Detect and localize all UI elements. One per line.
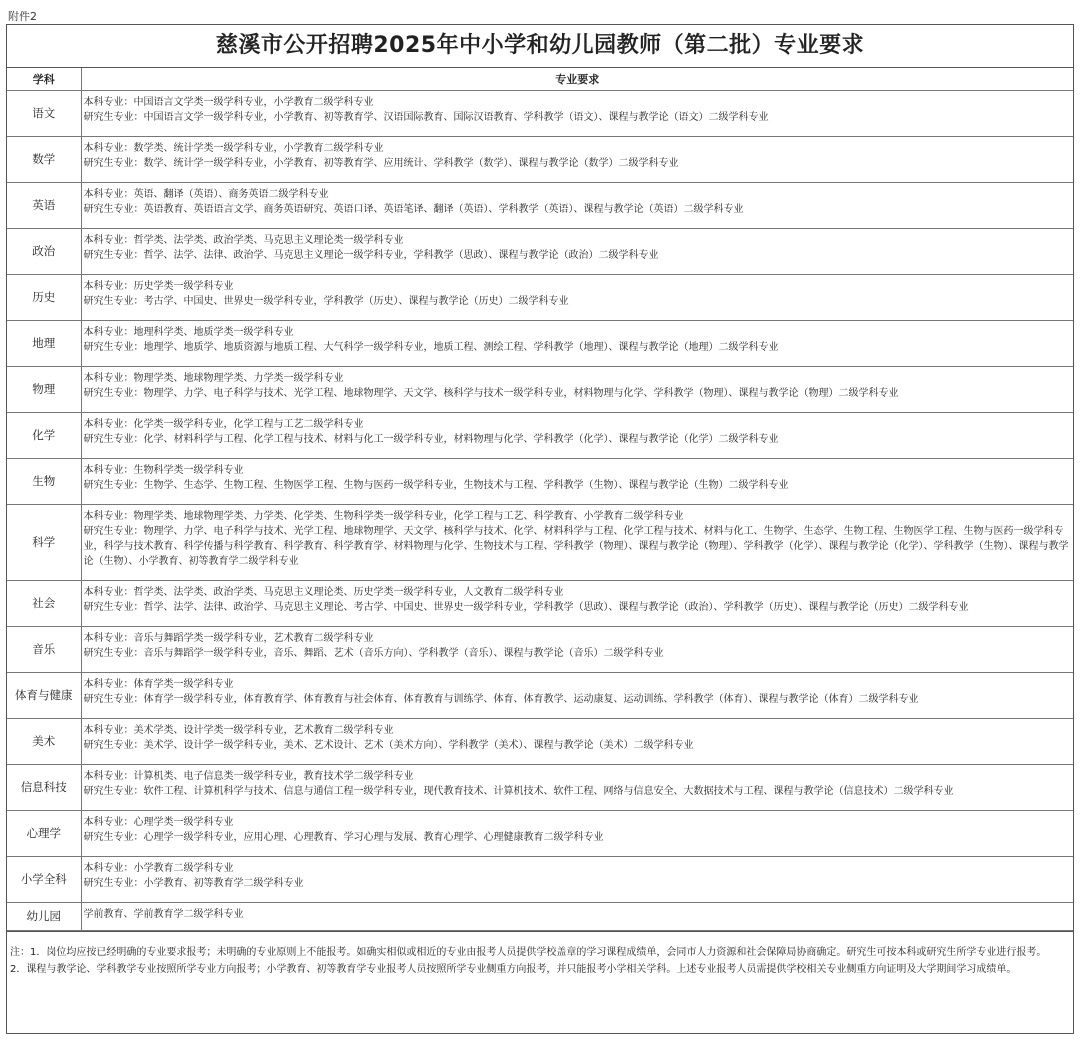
requirement-line: 本科专业：生物科学类一级学科专业: [83, 464, 244, 476]
requirement-cell: [81, 136, 1073, 182]
requirement-line: 本科专业：音乐与舞蹈学类一级学科专业，艺术教育二级学科专业: [83, 632, 374, 644]
subject-cell: 英语: [7, 182, 81, 228]
requirement-cell: [81, 718, 1073, 764]
requirement-line: 本科专业：物理学类、地球物理学类、力学类、化学类、生物科学类一级学科专业，化学工程与工艺、科学教育、小学教育二级学科专业: [83, 510, 684, 522]
table-row: [7, 90, 1073, 136]
requirement-line: 本科专业：物理学类、地球物理学类、力学类一级学科专业: [83, 372, 344, 384]
requirement-cell: [81, 626, 1073, 672]
requirement-line: 学前教育、学前教育学二级学科专业: [83, 908, 244, 920]
requirement-line: 研究生专业：地理学、地质学、地质资源与地质工程、大气科学一级学科专业，地质工程、测绘工程、学科教学（地理）、课程与教学论（地理）二级学科专业: [83, 341, 779, 353]
requirements-table: [7, 68, 1073, 931]
requirement-line: 研究生专业：小学教育、初等教育学二级学科专业: [83, 877, 304, 889]
requirement-cell: [81, 764, 1073, 810]
requirement-cell: [81, 810, 1073, 856]
requirement-line: 本科专业：美术学类、设计学类一级学科专业，艺术教育二级学科专业: [83, 724, 394, 736]
requirement-line: 本科专业：化学类一级学科专业，化学工程与工艺二级学科专业: [83, 418, 364, 430]
requirement-line: 研究生专业：生物学、生态学、生物工程、生物医学工程、生物与医药一级学科专业，生物技术与工程、学科教学（生物）、课程与教学论（生物）二级学科专业: [83, 479, 789, 491]
requirement-line: 本科专业：历史学类一级学科专业: [83, 280, 234, 292]
subject-cell: 物理: [7, 366, 81, 412]
requirement-line: 本科专业：地理科学类、地质学类一级学科专业: [83, 326, 294, 338]
table-row: [7, 580, 1073, 626]
requirement-line: 本科专业：小学教育二级学科专业: [83, 862, 234, 874]
table-row: [7, 412, 1073, 458]
requirement-line: 本科专业：中国语言文学类一级学科专业，小学教育二级学科专业: [83, 96, 374, 108]
subject-cell: 地理: [7, 320, 81, 366]
table-header-row: [7, 68, 1073, 90]
requirement-line: 研究生专业：中国语言文学一级学科专业，小学教育、初等教育学、汉语国际教育、国际汉语教育、学科教学（语文）、课程与教学论（语文）二级学科专业: [83, 111, 769, 123]
requirement-line: 研究生专业：英语教育、英语语言文学、商务英语研究、英语口译、英语笔译、翻译（英语）、学科教学（英语）、课程与教学论（英语）二级学科专业: [83, 203, 744, 215]
requirement-line: 研究生专业：化学、材料科学与工程、化学工程与技术、材料与化工一级学科专业，材料物理与化学、学科教学（化学）、课程与教学论（化学）二级学科专业: [83, 433, 779, 445]
table-row: [7, 856, 1073, 902]
subject-cell: 生物: [7, 458, 81, 504]
requirement-line: 研究生专业：哲学、法学、法律、政治学、马克思主义理论、考古学、中国史、世界史一级学科专业，学科教学（思政）、课程与教学论（政治）、学科教学（历史）、课程与教学论（历史）二级学科专业: [83, 601, 969, 613]
subject-cell: 科学: [7, 504, 81, 580]
table-row: [7, 902, 1073, 930]
subject-cell: 社会: [7, 580, 81, 626]
subject-column-header: 学科: [7, 68, 81, 90]
requirement-line: 研究生专业：物理学、力学、电子科学与技术、光学工程、地球物理学、天文学、核科学与技术、化学、材料科学与工程、化学工程与技术、材料与化工、生物学、生态学、生物工程、生物医学工程、生物与医药一级学科专业，科学与技术教育、科学传播与科学教育、科学教育、科学教育学、材料物理与化学、生物技术与工程、学科教学（物理）、课程与教学论（物理）、学科教学（化学）、课程与教学论（化学）、学科教学（生物）、课程与教学论（生物）、小学教育、初等教育学二级学科专业: [83, 525, 1069, 568]
requirement-cell: [81, 458, 1073, 504]
attachment-label: 附件2: [8, 10, 37, 23]
requirement-cell: [81, 902, 1073, 930]
page-title: 慈溪市公开招聘2025年中小学和幼儿园教师（第二批）专业要求: [7, 25, 1073, 68]
table-row: [7, 228, 1073, 274]
table-row: [7, 672, 1073, 718]
requirement-line: 本科专业：体育学类一级学科专业: [83, 678, 234, 690]
table-row: [7, 626, 1073, 672]
requirement-line: 本科专业：数学类、统计学类一级学科专业，小学教育二级学科专业: [83, 142, 384, 154]
subject-cell: 小学全科: [7, 856, 81, 902]
table-row: [7, 504, 1073, 580]
requirement-column-header: 专业要求: [81, 68, 1073, 90]
requirement-cell: [81, 90, 1073, 136]
subject-cell: 音乐: [7, 626, 81, 672]
requirement-cell: [81, 274, 1073, 320]
requirement-line: 研究生专业：考古学、中国史、世界史一级学科专业，学科教学（历史）、课程与教学论（历史）二级学科专业: [83, 295, 569, 307]
requirement-cell: [81, 856, 1073, 902]
note-1: 注：1．岗位均应按已经明确的专业要求报考；未明确的专业原则上不能报考。如确实相似或相近的专业由报考人员提供学校盖章的学习课程成绩单，会同市人力资源和社会保障局协商确定。研究生可按本科或研究生所学专业进行报考。: [10, 946, 1047, 958]
requirement-cell: [81, 366, 1073, 412]
subject-cell: 政治: [7, 228, 81, 274]
requirement-line: 研究生专业：心理学一级学科专业，应用心理、心理教育、学习心理与发展、教育心理学、心理健康教育二级学科专业: [83, 831, 604, 843]
subject-cell: 信息科技: [7, 764, 81, 810]
subject-cell: 化学: [7, 412, 81, 458]
requirement-cell: [81, 182, 1073, 228]
requirement-line: 研究生专业：体育学一级学科专业，体育教育学、体育教育与社会体育、体育教育与训练学、体育、体育教学、运动康复、运动训练、学科教学（体育）、课程与教学论（体育）二级学科专业: [83, 693, 919, 705]
requirement-cell: [81, 672, 1073, 718]
subject-cell: 幼儿园: [7, 902, 81, 930]
subject-cell: 数学: [7, 136, 81, 182]
table-row: [7, 274, 1073, 320]
table-row: [7, 182, 1073, 228]
requirement-line: 本科专业：哲学类、法学类、政治学类、马克思主义理论类、历史学类一级学科专业，人文教育二级学科专业: [83, 586, 564, 598]
table-row: [7, 366, 1073, 412]
requirement-line: 研究生专业：数学、统计学一级学科专业，小学教育、初等教育学、应用统计、学科教学（数学）、课程与教学论（数学）二级学科专业: [83, 157, 679, 169]
table-row: [7, 810, 1073, 856]
table-row: [7, 136, 1073, 182]
requirements-sheet: [6, 24, 1074, 1034]
requirement-line: 本科专业：英语、翻译（英语）、商务英语二级学科专业: [83, 188, 329, 200]
requirement-cell: [81, 320, 1073, 366]
requirement-line: 本科专业：哲学类、法学类、政治学类、马克思主义理论类一级学科专业: [83, 234, 404, 246]
requirement-cell: [81, 580, 1073, 626]
requirement-cell: [81, 412, 1073, 458]
requirement-cell: [81, 228, 1073, 274]
table-row: [7, 764, 1073, 810]
subject-cell: 历史: [7, 274, 81, 320]
subject-cell: 心理学: [7, 810, 81, 856]
requirement-line: 研究生专业：软件工程、计算机科学与技术、信息与通信工程一级学科专业，现代教育技术、计算机技术、软件工程、网络与信息安全、大数据技术与工程、课程与教学论（信息技术）二级学科专业: [83, 785, 954, 797]
requirement-line: 本科专业：计算机类、电子信息类一级学科专业，教育技术学二级学科专业: [83, 770, 414, 782]
requirement-line: 研究生专业：物理学、力学、电子科学与技术、光学工程、地球物理学、天文学、核科学与技术一级学科专业，材料物理与化学、学科教学（物理）、课程与教学论（物理）二级学科专业: [83, 387, 899, 399]
requirement-line: 研究生专业：哲学、法学、法律、政治学、马克思主义理论一级学科专业，学科教学（思政）、课程与教学论（政治）二级学科专业: [83, 249, 659, 261]
subject-cell: 体育与健康: [7, 672, 81, 718]
notes: [7, 931, 1073, 982]
requirement-cell: [81, 504, 1073, 580]
requirement-line: 研究生专业：美术学、设计学一级学科专业，美术、艺术设计、艺术（美术方向）、学科教学（美术）、课程与教学论（美术）二级学科专业: [83, 739, 694, 751]
requirement-line: 本科专业：心理学类一级学科专业: [83, 816, 234, 828]
table-row: [7, 458, 1073, 504]
table-row: [7, 718, 1073, 764]
note-2: 2．课程与教学论、学科教学专业按照所学专业方向报考；小学教育、初等教育学专业报考人员按照所学专业侧重方向报考，并只能报考小学相关学科。上述专业报考人员需提供学校相关专业侧重方向证明及大学期间学习成绩单。: [10, 963, 1017, 975]
requirement-line: 研究生专业：音乐与舞蹈学一级学科专业，音乐、舞蹈、艺术（音乐方向）、学科教学（音乐）、课程与教学论（音乐）二级学科专业: [83, 647, 664, 659]
subject-cell: 美术: [7, 718, 81, 764]
subject-cell: 语文: [7, 90, 81, 136]
table-row: [7, 320, 1073, 366]
